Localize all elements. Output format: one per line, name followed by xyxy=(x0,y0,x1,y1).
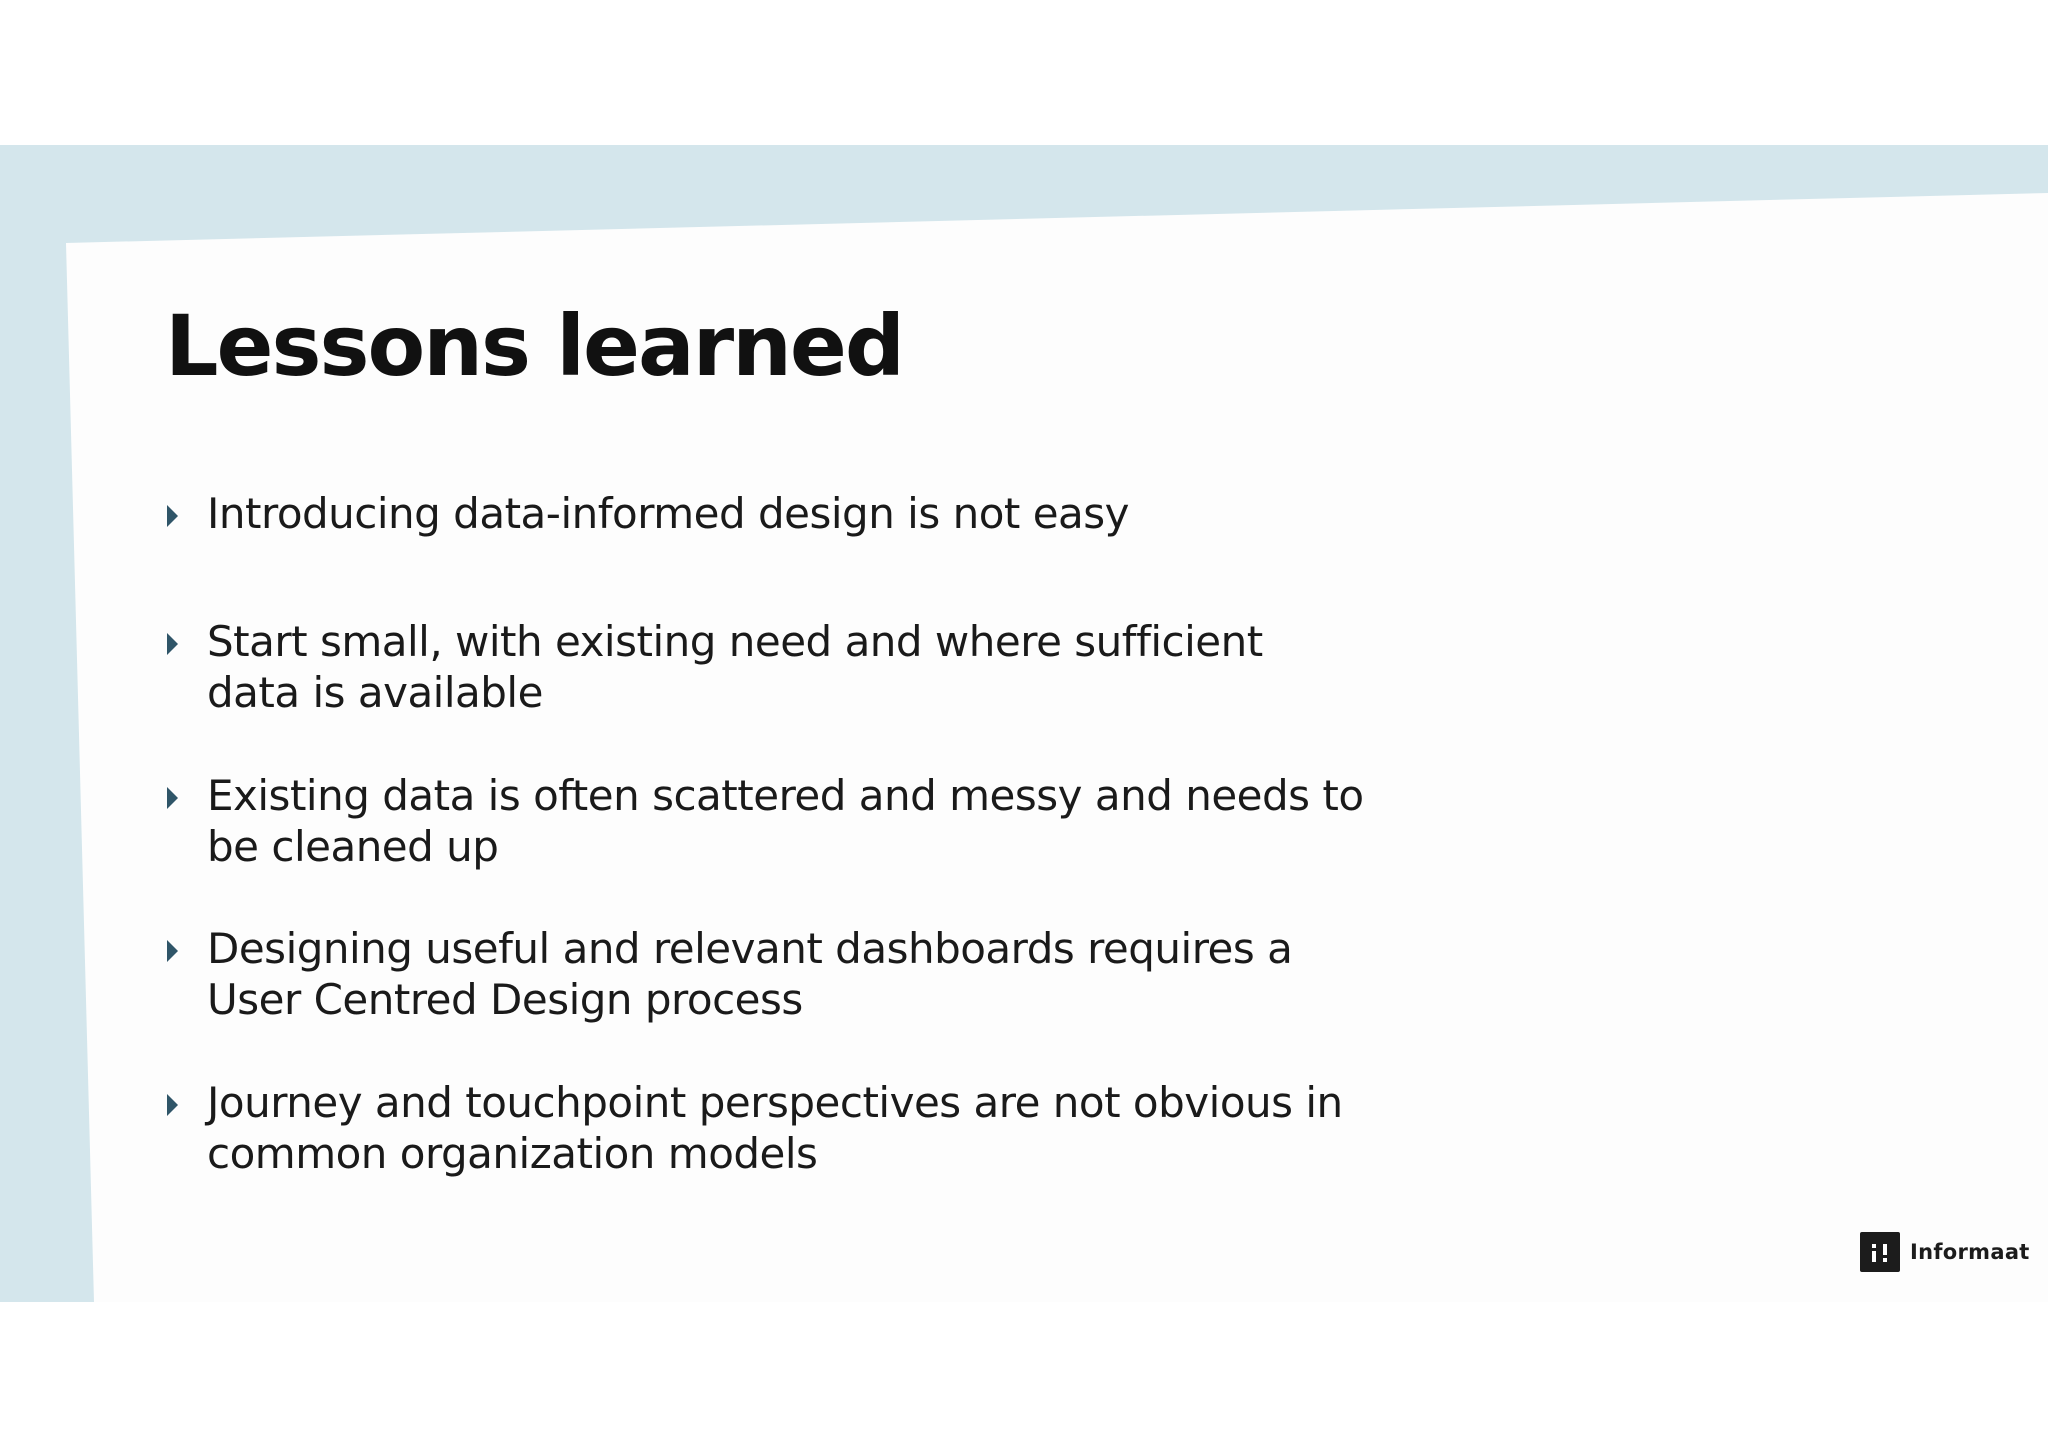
triangle-right-icon xyxy=(167,940,178,962)
informaat-logo-icon xyxy=(1860,1232,1900,1272)
bullet-item xyxy=(165,770,1365,872)
bullet-item xyxy=(165,923,1365,1025)
bullet-text: Existing data is often scattered and messy and needs to be cleaned up xyxy=(207,771,1364,871)
triangle-right-icon xyxy=(167,787,178,809)
triangle-right-icon xyxy=(167,633,178,655)
bullet-text: Journey and touchpoint perspectives are not obvious in common organization models xyxy=(207,1078,1343,1178)
bullet-text: Designing useful and relevant dashboards requires a User Centred Design process xyxy=(207,924,1293,1024)
slide-title: Lessons learned xyxy=(165,297,904,395)
triangle-right-icon xyxy=(167,505,178,527)
bullet-text: Start small, with existing need and where sufficient data is available xyxy=(207,617,1263,717)
bullet-item xyxy=(165,616,1365,718)
triangle-right-icon xyxy=(167,1094,178,1116)
bullet-item xyxy=(165,488,1365,539)
bullet-item xyxy=(165,1077,1365,1179)
logo-text: Informaat xyxy=(1910,1240,2030,1264)
informaat-logo xyxy=(1860,1232,2030,1272)
bullet-text: Introducing data-informed design is not easy xyxy=(207,489,1130,538)
